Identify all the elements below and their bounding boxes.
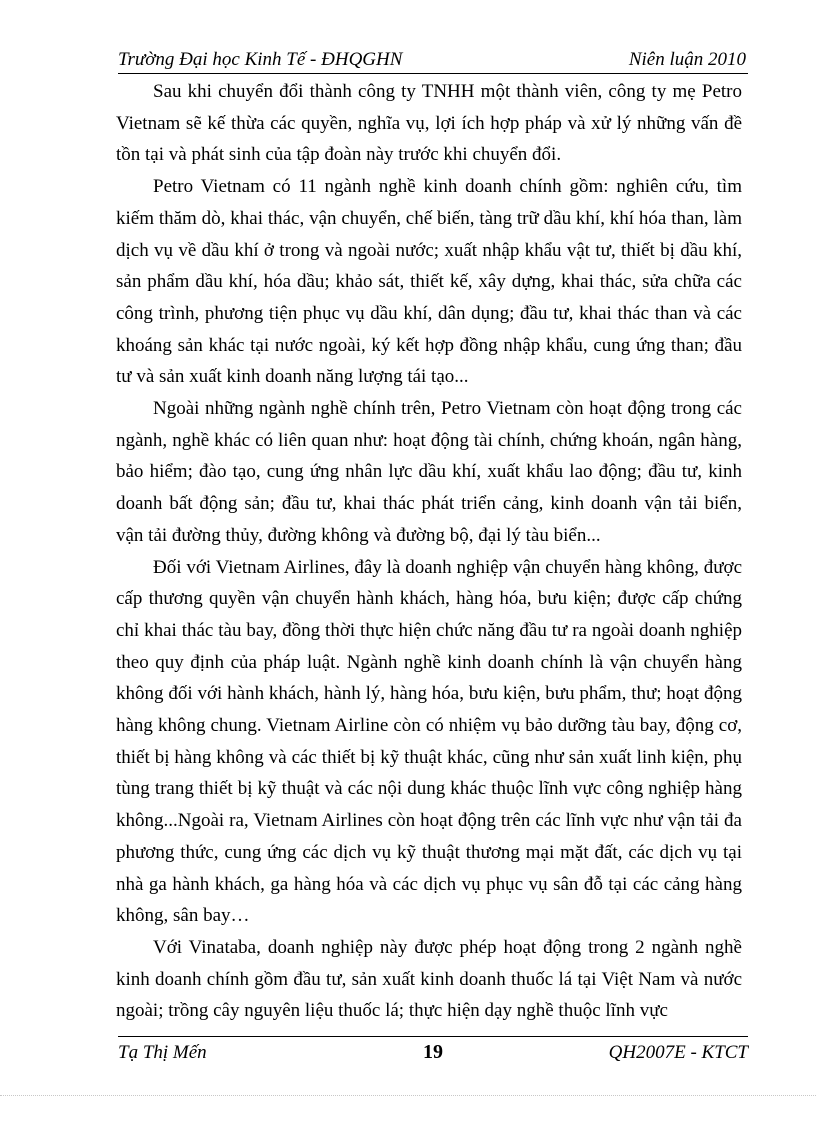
paragraph: Đối với Vietnam Airlines, đây là doanh nghiệp vận chuyển hàng không, được cấp thương quyền vận chuyển hành khách, hàng hóa, bưu kiện; được cấp chứng chỉ khai thác tàu bay, đồng thời thực hiện chức năng đầu tư ra ngoài doanh nghiệp theo quy định của pháp luật. Ngành nghề kinh doanh chính là vận chuyển hàng không đối với hành khách, hành lý, hàng hóa, bưu kiện, bưu phẩm, thư; hoạt động hàng không chung. Vietnam Airline còn có nhiệm vụ bảo dưỡng tàu bay, động cơ, thiết bị hàng không và các thiết bị kỹ thuật khác, cũng như sản xuất linh kiện, phụ tùng trang thiết bị kỹ thuật và các nội dung khác thuộc lĩnh vực công nghiệp hàng không...Ngoài ra, Vietnam Airlines còn hoạt động trên các lĩnh vực như vận tải đa phương thức, cung ứng các dịch vụ kỹ thuật thương mại mặt đất, các dịch vụ tại nhà ga hành khách, ga hàng hóa và các dịch vụ phục vụ sân đỗ tại các cảng hàng không, sân bay…: [116, 556, 742, 927]
paragraph: Với Vinataba, doanh nghiệp này được phép hoạt động trong 2 ngành nghề kinh doanh chính gồm đầu tư, sản xuất kinh doanh thuốc lá tại Việt Nam và nước ngoài; trồng cây nguyên liệu thuốc lá; thực hiện dạy nghề thuộc lĩnh vực: [116, 936, 742, 1022]
page-footer: [118, 1036, 748, 1067]
page-number: 19: [423, 1041, 443, 1063]
paragraph: Sau khi chuyển đổi thành công ty TNHH một thành viên, công ty mẹ Petro Vietnam sẽ kế thừa các quyền, nghĩa vụ, lợi ích hợp pháp và xử lý những vấn đề tồn tại và phát sinh của tập đoàn này trước khi chuyển đổi.: [116, 81, 742, 166]
footer-author: Tạ Thị Mến: [118, 1042, 207, 1063]
document-body: [116, 76, 742, 1027]
page-header: [118, 47, 748, 74]
header-title: Niên luận 2010: [628, 49, 746, 70]
header-school: Trường Đại học Kinh Tế - ĐHQGHN: [118, 49, 403, 70]
footer-class-code: QH2007E - KTCT: [608, 1042, 748, 1063]
paragraph: Ngoài những ngành nghề chính trên, Petro Vietnam còn hoạt động trong các ngành, nghề khác có liên quan như: hoạt động tài chính, chứng khoán, ngân hàng, bảo hiểm; đào tạo, cung ứng nhân lực dầu khí, xuất khẩu lao động; đầu tư, kinh doanh bất động sản; đầu tư, khai thác phát triển cảng, kinh doanh vận tải biển, vận tải đường thủy, đường không và đường bộ, đại lý tàu biển...: [116, 398, 742, 546]
page-break-divider: [0, 1095, 816, 1096]
paragraph: Petro Vietnam có 11 ngành nghề kinh doanh chính gồm: nghiên cứu, tìm kiếm thăm dò, khai thác, vận chuyển, chế biến, tàng trữ dầu khí, khí hóa than, làm dịch vụ về dầu khí ở trong và ngoài nước; xuất nhập khẩu vật tư, thiết bị dầu khí, sản phẩm dầu khí, hóa dầu; khảo sát, thiết kế, xây dựng, khai thác, sửa chữa các công trình, phương tiện phục vụ dầu khí, dân dụng; đầu tư, khai thác than và các khoáng sản khác tại nước ngoài, ký kết hợp đồng nhập khẩu, cung ứng than; đầu tư và sản xuất kinh doanh năng lượng tái tạo...: [116, 176, 742, 388]
